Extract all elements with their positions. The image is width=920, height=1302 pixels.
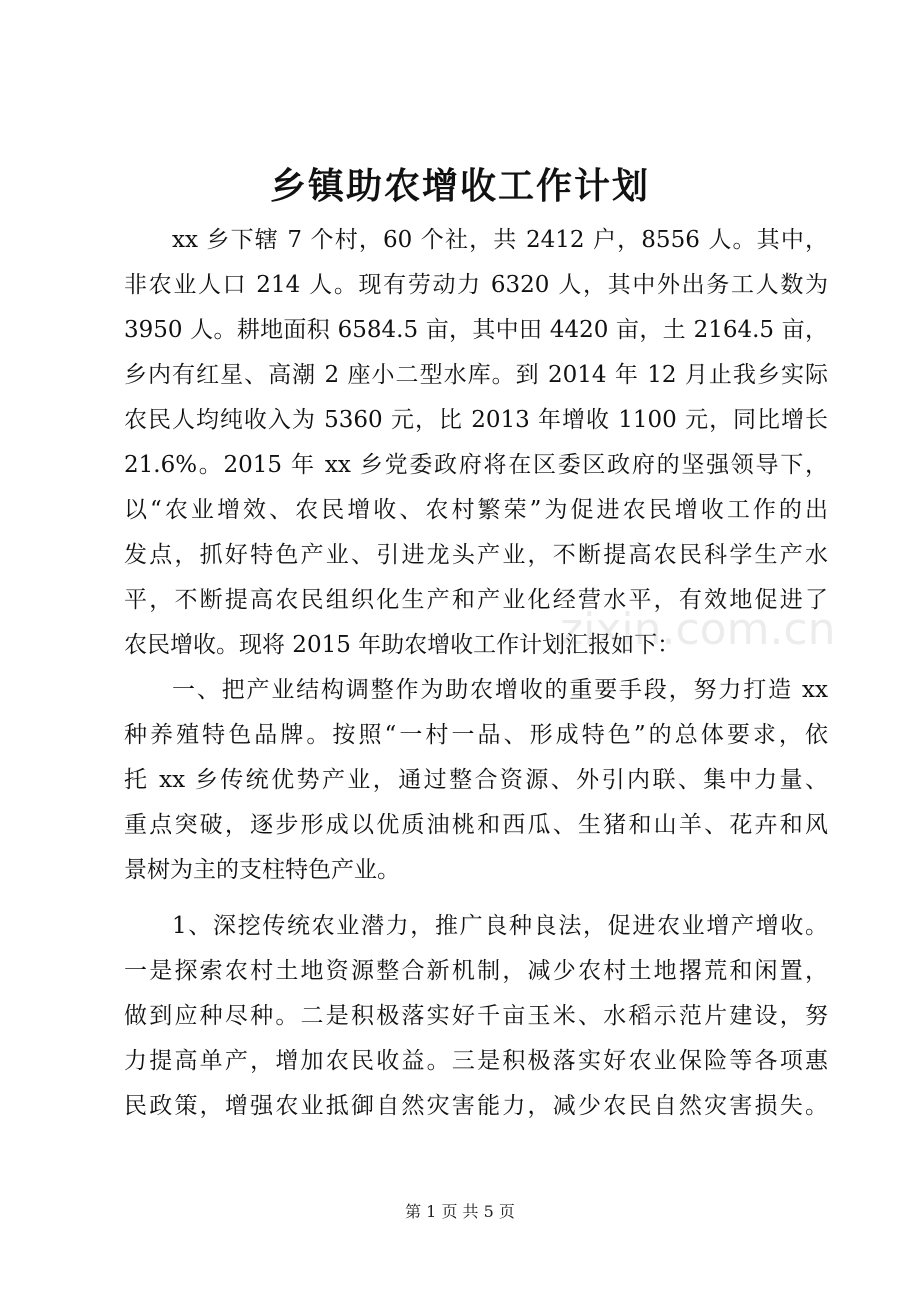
paragraph-1-line-5: 农民人均纯收入为 5360 元，比 2013 年增收 1100 元，同比增长 [124,407,828,433]
paragraph-2-line-4: 重点突破，逐步形成以优质油桃和西瓜、生猪和山羊、花卉和风 [124,812,828,838]
paragraph-2-line-5: 景树为主的支柱特色产业。 [124,857,400,883]
paragraph-2-line-3: 托 xx 乡传统优势产业，通过整合资源、外引内联、集中力量、 [124,767,828,793]
paragraph-1-line-10: 农民增收。现将 2015 年助农增收工作计划汇报如下： [124,632,681,658]
paragraph-3-line-5: 民政策，增强农业抵御自然灾害能力，减少农民自然灾害损失。 [124,1093,828,1119]
watermark: zixin.com.cn [560,604,836,655]
paragraph-1-line-2: 非农业人口 214 人。现有劳动力 6320 人，其中外出务工人数为 [124,272,828,298]
document-title: 乡镇助农增收工作计划 [269,165,650,207]
paragraph-1-line-1: xx 乡下辖 7 个村，60 个社，共 2412 户，8556 人。其中， [172,227,828,253]
paragraph-1-line-6: 21.6%。2015 年 xx 乡党委政府将在区委区政府的坚强领导下， [124,452,828,478]
page-footer: 第 1 页 共 5 页 [405,1202,515,1221]
paragraph-1-line-9: 平，不断提高农民组织化生产和产业化经营水平，有效地促进了 [124,587,828,613]
paragraph-2-line-2: 种养殖特色品牌。按照“一村一品、形成特色”的总体要求，依 [124,722,828,748]
paragraph-3-line-2: 一是探索农村土地资源整合新机制，减少农村土地撂荒和闲置， [124,958,828,984]
paragraph-1-line-3: 3950 人。耕地面积 6584.5 亩，其中田 4420 亩，土 2164.5 亩， [124,317,828,343]
paragraph-spacer [124,893,828,904]
paragraph-3-line-1: 1、深挖传统农业潜力，推广良种良法，促进农业增产增收。 [172,913,828,939]
paragraph-1-line-8: 发点，抓好特色产业、引进龙头产业，不断提高农民科学生产水 [124,542,828,568]
paragraph-3-line-3: 做到应种尽种。二是积极落实好千亩玉米、水稻示范片建设，努 [124,1003,828,1029]
paragraph-2-line-1: 一、把产业结构调整作为助农增收的重要手段，努力打造 xx [172,677,828,703]
paragraph-1-line-7: 以“农业增效、农民增收、农村繁荣”为促进农民增收工作的出 [124,497,828,523]
paragraph-1-line-4: 乡内有红星、高潮 2 座小二型水库。到 2014 年 12 月止我乡实际 [124,362,828,388]
document-body [124,218,828,1129]
paragraph-3-line-4: 力提高单产，增加农民收益。三是积极落实好农业保险等各项惠 [124,1048,828,1074]
